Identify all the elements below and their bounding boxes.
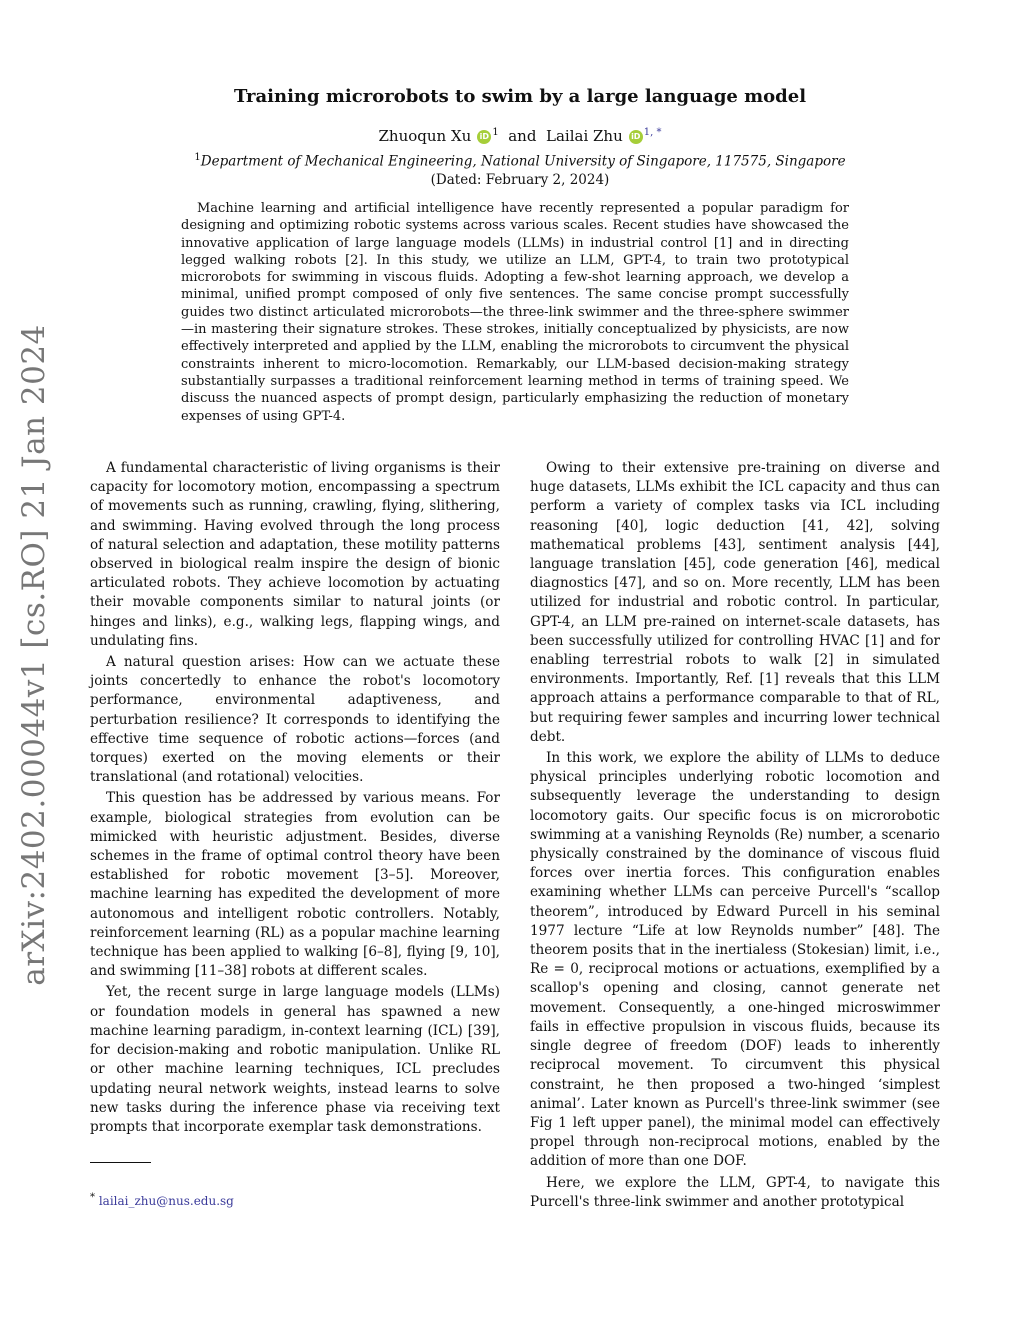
orcid-icon[interactable]: iD: [629, 130, 643, 144]
footnote-rule: [90, 1162, 151, 1163]
author-1-affiliation-mark: 1: [492, 127, 499, 138]
author-2-name: Lailai Zhu: [546, 127, 623, 145]
body-column-left: [90, 459, 500, 1139]
author-2-affiliation-mark[interactable]: 1, *: [643, 127, 662, 138]
body-paragraph: Yet, the recent surge in large language models (LLMs) or foundation models in general has spawned a new machine learning paradigm, in-context learning (ICL) [39], for decision-making and robotic manipulation. Unlike RL or other machine learning techniques, ICL precludes updating neural network weights, instead learns to solve new tasks during the inference phase via receiving text prompts that incorporate exemplar task demonstrations.: [90, 984, 500, 1135]
affiliation-mark: 1: [194, 152, 201, 163]
arxiv-sidebar-identifier: [10, 324, 58, 986]
email-link[interactable]: lailai_zhu@nus.edu.sg: [98, 1194, 234, 1208]
abstract: Machine learning and artificial intelligence have recently represented a popular paradigm for designing and optimizing robotic systems across various scales. Recent studies have showcased the innovative application of large language models (LLMs) in industrial control [1] and in directing legged walking robots [2]. In this study, we utilize an LLM, GPT-4, to train two prototypical microrobots for swimming in viscous fluids. Adopting a few-shot learning approach, we develop a minimal, unified prompt composed of only five sentences. The same concise prompt successfully guides two distinct articulated microrobots—the three-link swimmer and the three-sphere swimmer—in mastering their signature strokes. These strokes, initially conceptualized by physicists, are now effectively interpreted and applied by the LLM, enabling the microrobots to circumvent the physical constraints inherent to micro-locomotion. Remarkably, our LLM-based decision-making strategy substantially surpasses a traditional reinforcement learning method in terms of training speed. We discuss the nuanced aspects of prompt design, particularly emphasizing the reduction of monetary expenses of using GPT-4.: [181, 201, 849, 424]
footnote-marker: *: [90, 1192, 95, 1203]
affiliation-text: Department of Mechanical Engineering, National University of Singapore, 117575, Singapore: [200, 153, 846, 170]
author-1-name: Zhuoqun Xu: [378, 127, 472, 145]
dated-line: (Dated: February 2, 2024): [430, 172, 610, 188]
body-paragraph: A natural question arises: How can we actuate these joints concertedly to enhance the robot's locomotory performance, environmental adaptiveness, and perturbation resilience? It corresponds to identifying the effective time sequence of robotic actions—forces (and torques) exerted on the moving elements or their translational (and rotational) velocities.: [90, 654, 500, 786]
author-line: [120, 127, 920, 145]
body-paragraph: This question has be addressed by various means. For example, biological strategies from evolution can be mimicked with heuristic adjustment. Besides, diverse schemes in the frame of optimal control theory have been established for robotic movement [3–5]. Moreover, machine learning has expedited the development of more autonomous and intelligent robotic controllers. Notably, reinforcement learning (RL) as a popular machine learning technique has been applied to walking [6–8], flying [9, 10], and swimming [11–38] robots at different scales.: [90, 790, 500, 980]
body-paragraph: In this work, we explore the ability of LLMs to deduce physical principles underlying robotic locomotion and subsequently leverage the understanding to design locomotory gaits. Our specific focus is on microrobotic swimming at a vanishing Reynolds (Re) number, a scenario physically constrained by the dominance of viscous fluid forces over inertia forces. This configuration enables examining whether LLMs can perceive Purcell's “scallop theorem”, introduced by Edward Purcell in his seminal 1977 lecture “Life at low Reynolds number” [48]. The theorem posits that in the inertialess (Stokesian) limit, i.e., Re = 0, reciprocal motions or actuations, exemplified by a scallop's opening and closing, cannot generate net movement. Consequently, a one-hinged microswimmer fails in effective propulsion in viscous fluids, because its single degree of freedom (DOF) leads to inherently reciprocal movement. To circumvent this physical constraint, he then proposed a two-hinged ‘simplest animal’. Later known as Purcell's three-link swimmer (see Fig 1 left upper panel), the minimal model can effectively propel through non-reciprocal motions, enabled by the addition of more than one DOF.: [530, 750, 940, 1170]
footnote: [90, 1192, 234, 1208]
author-conjunction: and: [508, 127, 537, 145]
body-paragraph: Here, we explore the LLM, GPT-4, to navigate this Purcell's three-link swimmer and another prototypical: [530, 1174, 940, 1210]
arxiv-id-text: arXiv:2402.00044v1 [cs.RO] 21 Jan 2024: [16, 324, 53, 986]
body-paragraph: Owing to their extensive pre-training on diverse and huge datasets, LLMs exhibit the ICL capacity and thus can perform a variety of complex tasks via ICL including reasoning [40], logic deduction [41, 42], solving mathematical problems [43], sentiment analysis [44], language translation [45], code generation [46], medical diagnostics [47], and so on. More recently, LLM has been utilized for industrial and robotic control. In particular, GPT-4, an LLM pre-rained on internet-scale datasets, has been successfully utilized for controlling HVAC [1] and for enabling terrestrial robots to walk [2] in simulated environments. Importantly, Ref. [1] reveals that this LLM approach attains a performance comparable to that of RL, but requiring fewer samples and incurring lower technical debt.: [530, 460, 940, 745]
orcid-icon[interactable]: iD: [477, 130, 491, 144]
body-paragraph: A fundamental characteristic of living organisms is their capacity for locomotory motion, encompassing a spectrum of movements such as running, crawling, flying, slithering, and swimming. Having evolved through the long process of natural selection and adaptation, these motility patterns observed in biological realm inspire the design of bionic articulated robots. They achieve locomotion by actuating their movable components similar to natural joints (or hinges and links), e.g., walking legs, flapping wings, and undulating fins.: [90, 460, 500, 649]
affiliation: [110, 152, 930, 170]
body-column-right: [530, 459, 940, 1214]
paper-title: Training microrobots to swim by a large language model: [233, 86, 807, 107]
